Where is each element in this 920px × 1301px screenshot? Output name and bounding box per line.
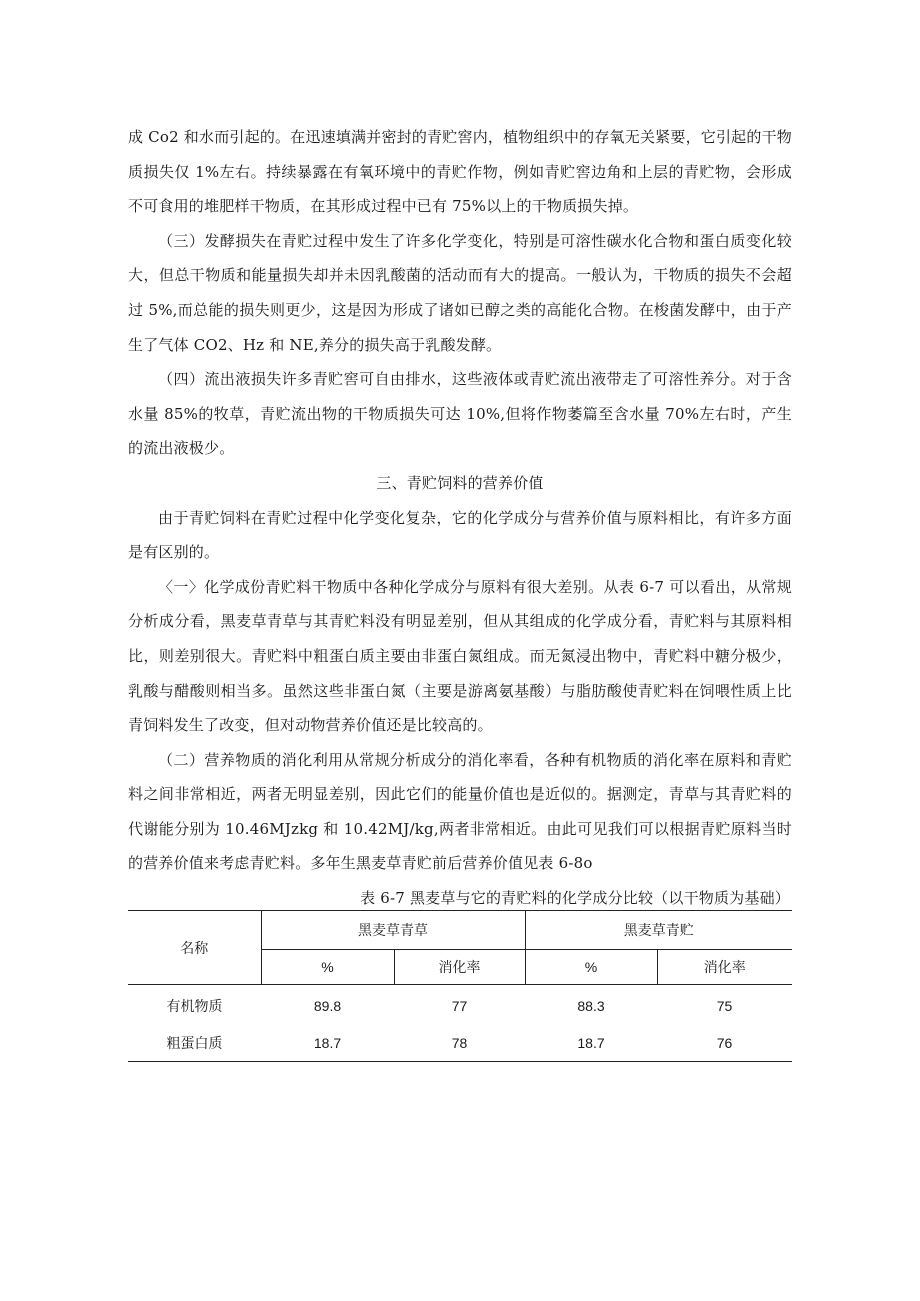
header-silage: 黑麦草青贮	[525, 911, 792, 950]
cell-fresh-percent: 89.8	[313, 997, 342, 1014]
header-fresh-digestibility: 消化率	[394, 950, 525, 985]
row-label: 有机物质	[166, 998, 223, 1015]
paragraph-chemical-composition: 〈一〉化学成份青贮料干物质中各种化学成分与原料有很大差别。从表 6-7 可以看出，从常规分析成分看，黑麦草青草与其青贮料没有明显差别，但从其组成的化学成分看，青贮料与其原料相比，则差别很大。青贮料中粗蛋白质主要由非蛋白氮组成。而无氮浸出物中，青贮料中糖分极少，乳酸与醋酸则相当多。虽然这些非蛋白氮（主要是游离氨基酸）与脂肪酸使青贮料在饲喂性质上比青饲料发生了改变，但对动物营养价值还是比较高的。	[128, 577, 792, 735]
header-name: 名称	[128, 911, 261, 985]
composition-table	[128, 910, 792, 1062]
header-fresh-percent: %	[261, 950, 394, 985]
paragraph-effluent-loss: （四）流出液损失许多青贮窖可自由排水，这些液体或青贮流出液带走了可溶性养分。对于含水量 85%的牧草，青贮流出物的干物质损失可达 10%,但将作物萎篇至含水量 70%左右时，产生的流出液极少。	[128, 370, 792, 458]
cell-silage-percent: 18.7	[525, 1024, 657, 1062]
paragraph-intro: 由于青贮饲料在青贮过程中化学变化复杂，它的化学成分与营养价值与原料相比，有许多方面是有区别的。	[128, 508, 792, 562]
table-row	[128, 1024, 792, 1062]
cell-silage-percent: 88.3	[577, 997, 605, 1014]
header-silage-digestibility: 消化率	[657, 950, 792, 985]
row-label: 粗蛋白质	[128, 1024, 261, 1062]
header-fresh-grass: 黑麦草青草	[261, 911, 525, 950]
paragraph-fermentation-loss: （三）发酵损失在青贮过程中发生了许多化学变化，特别是可溶性碳水化合物和蛋白质变化较大，但总干物质和能量损失却并未因乳酸菌的活动而有大的提高。一般认为，干物质的损失不会超过 5%,而总能的损失则更少，这是因为形成了诸如已醇之类的高能化合物。在梭菌发酵中，由于产生了气体 CO2、Hz 和 NE,养分的损失高于乳酸发酵。	[128, 231, 792, 354]
cell-silage-digestibility: 76	[657, 1024, 792, 1062]
cell-silage-digestibility: 75	[716, 997, 733, 1014]
header-silage-percent: %	[525, 950, 657, 985]
table-caption: 表 6-7 黑麦草与它的青贮料的化学成分比较（以干物质为基础）	[360, 889, 790, 908]
cell-fresh-digestibility: 77	[451, 997, 468, 1014]
paragraph-digestion: （二）营养物质的消化利用从常规分析成分的消化率看，各种有机物质的消化率在原料和青贮料之间非常相近，两者无明显差别，因此它们的能量价值也是近似的。据测定，青草与其青贮料的代谢能分别为 10.46MJzkg 和 10.42MJ∕kg,两者非常相近。由此可见我们可以根据青贮原料当时的营养价值来考虑青贮料。多年生黑麦草青贮前后营养价值见表 6-8o	[128, 750, 792, 873]
section-title: 三、青贮饲料的营养价值	[376, 473, 544, 492]
document-page	[128, 120, 792, 1062]
table-row	[128, 985, 792, 1025]
cell-fresh-percent: 18.7	[261, 1024, 394, 1062]
paragraph-co2-loss: 成 Co2 和水而引起的。在迅速填满并密封的青贮窖内，植物组织中的存氧无关紧要，它引起的干物质损失仅 1%左右。持续暴露在有氧环境中的青贮作物，例如青贮窖边角和上层的青贮物，会形成不可食用的堆肥样干物质，在其形成过程中已有 75%以上的干物质损失掉。	[128, 128, 792, 216]
cell-fresh-digestibility: 78	[394, 1024, 525, 1062]
